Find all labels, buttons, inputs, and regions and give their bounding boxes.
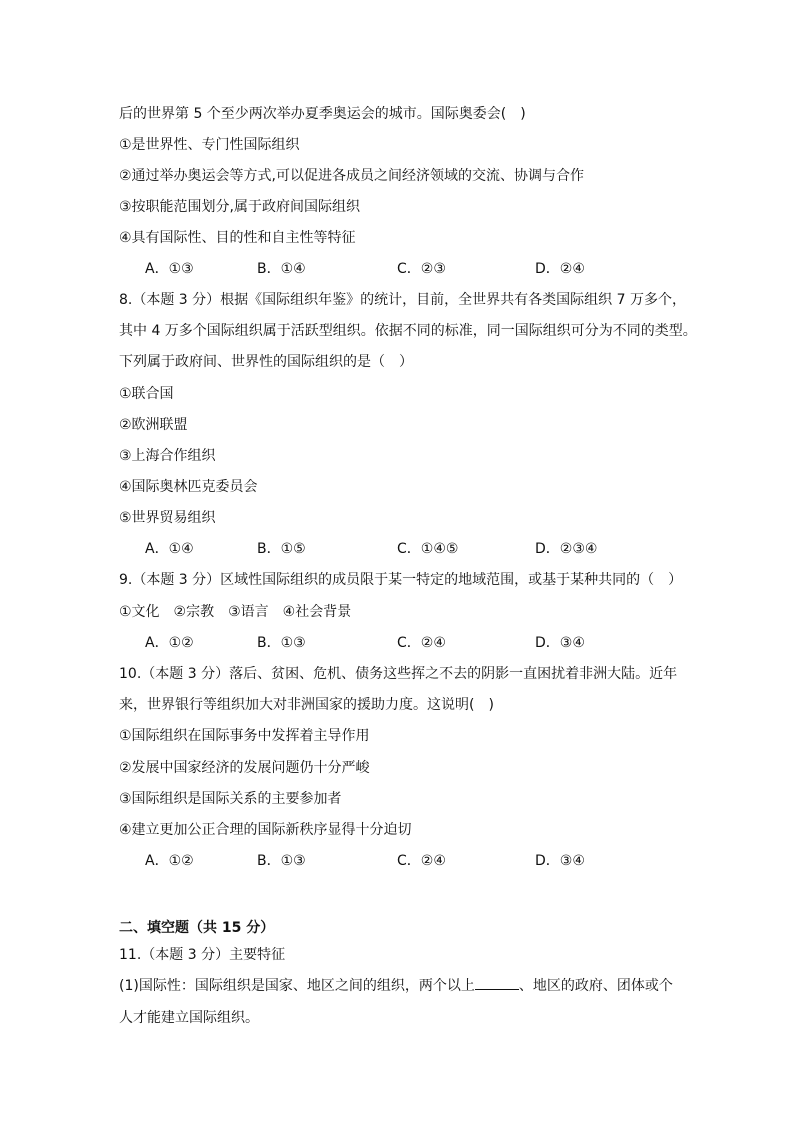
q7-item-3: ③按职能范围划分,属于政府间国际组织 [119, 199, 360, 215]
q8-stem-line-3: 下列属于政府间、世界性的国际组织的是（ ） [119, 354, 413, 370]
q10-item-4: ④建立更加公正合理的国际新秩序显得十分迫切 [119, 822, 412, 838]
q9-option-d[interactable]: D．③④ [535, 635, 585, 651]
answer-blank[interactable] [475, 977, 519, 990]
q10-option-d[interactable]: D．③④ [535, 853, 585, 869]
section-heading: 二、填空题（共 15 分） [119, 920, 275, 936]
q7-item-1: ①是世界性、专门性国际组织 [119, 137, 300, 153]
q11-item-1 [119, 977, 673, 995]
q7-item-2: ②通过举办奥运会等方式,可以促进各成员之间经济领域的交流、协调与合作 [119, 168, 584, 184]
q11-stem: 11.（本题 3 分）主要特征 [119, 947, 286, 963]
q10-stem-line-2: 来，世界银行等组织加大对非洲国家的援助力度。这说明( ) [119, 697, 494, 713]
q8-option-d[interactable]: D．②③④ [535, 541, 598, 557]
q9-option-b[interactable]: B．①③ [257, 635, 306, 651]
q7-option-a[interactable]: A．①③ [145, 261, 194, 277]
q8-option-b[interactable]: B．①⑤ [257, 541, 306, 557]
q10-option-a[interactable]: A．①② [145, 853, 194, 869]
q7-option-b[interactable]: B．①④ [257, 261, 306, 277]
q10-option-b[interactable]: B．①③ [257, 853, 306, 869]
q8-item-4: ④国际奥林匹克委员会 [119, 479, 258, 495]
q10-item-1: ①国际组织在国际事务中发挥着主导作用 [119, 728, 370, 744]
q11-item-1-text-b: 、地区的政府、团体或个 [518, 978, 673, 994]
q10-option-c[interactable]: C．②④ [397, 853, 446, 869]
q8-item-3: ③上海合作组织 [119, 448, 216, 464]
q8-option-c[interactable]: C．①④⑤ [397, 541, 459, 557]
q8-stem-line-1: 8.（本题 3 分）根据《国际组织年鉴》的统计，目前，全世界共有各类国际组织 7 万多个， [119, 292, 686, 308]
q11-item-1-text-a: (1)国际性：国际组织是国家、地区之间的组织，两个以上 [119, 978, 475, 994]
q11-item-1-cont: 人才能建立国际组织。 [119, 1010, 259, 1026]
q9-items: ①文化 ②宗教 ③语言 ④社会背景 [119, 604, 352, 620]
q7-stem: 后的世界第 5 个至少两次举办夏季奥运会的城市。国际奥委会( ) [119, 106, 526, 122]
q9-option-c[interactable]: C．②④ [397, 635, 446, 651]
q7-option-d[interactable]: D．②④ [535, 261, 585, 277]
q7-item-4: ④具有国际性、目的性和自主性等特征 [119, 230, 356, 246]
q10-item-3: ③国际组织是国际关系的主要参加者 [119, 791, 342, 807]
q8-stem-line-2: 其中 4 万多个国际组织属于活跃型组织。依据不同的标准，同一国际组织可分为不同的类型。 [119, 323, 697, 339]
q7-option-c[interactable]: C．②③ [397, 261, 446, 277]
q10-item-2: ②发展中国家经济的发展问题仍十分严峻 [119, 760, 370, 776]
q8-item-1: ①联合国 [119, 386, 174, 402]
q9-option-a[interactable]: A．①② [145, 635, 194, 651]
q8-option-a[interactable]: A．①④ [145, 541, 194, 557]
q8-item-5: ⑤世界贸易组织 [119, 510, 216, 526]
q9-stem: 9.（本题 3 分）区域性国际组织的成员限于某一特定的地域范围，或基于某种共同的（ ） [119, 572, 683, 588]
q10-stem-line-1: 10.（本题 3 分）落后、贫困、危机、债务这些挥之不去的阴影一直困扰着非洲大陆。近年 [119, 666, 678, 682]
q8-item-2: ②欧洲联盟 [119, 417, 188, 433]
